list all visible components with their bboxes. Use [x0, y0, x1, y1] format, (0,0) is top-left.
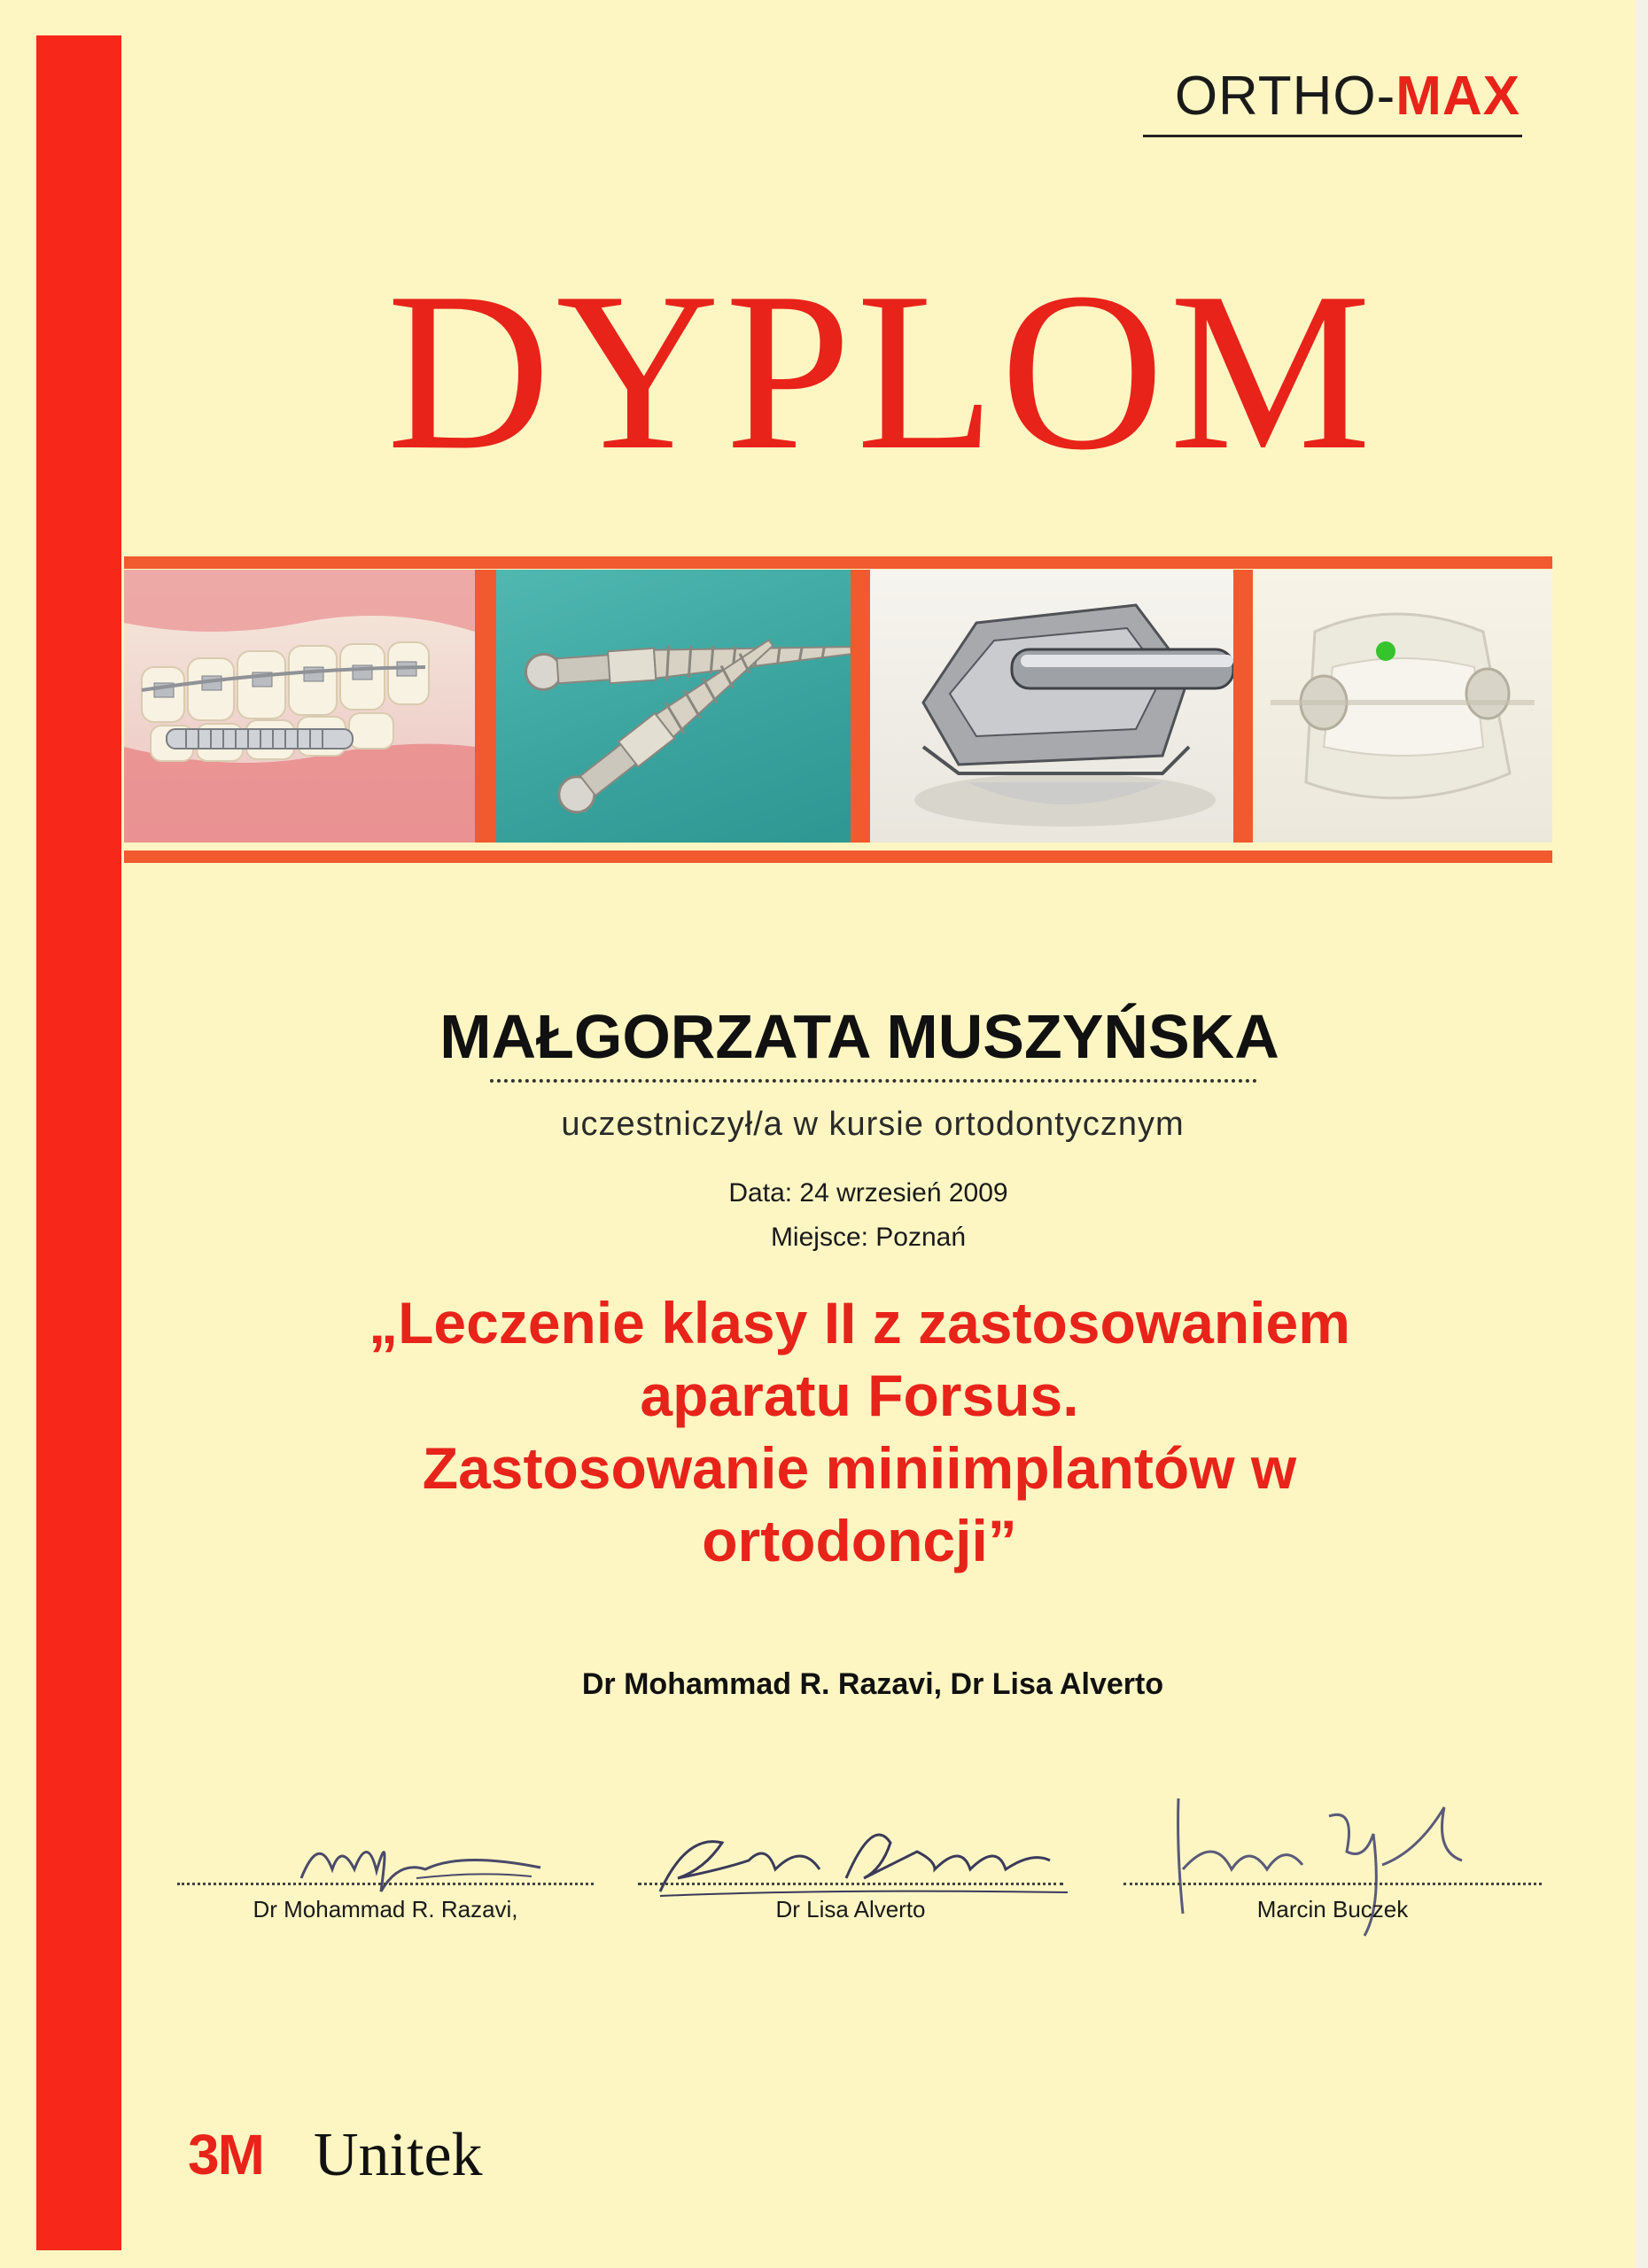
photo-strip-bottom-border	[124, 850, 1552, 863]
diploma-title: DYPLOM	[386, 246, 1377, 497]
self-ligating-bracket-photo	[870, 570, 1233, 843]
braces-with-forsus-spring-photo	[124, 570, 475, 843]
photo-divider	[475, 570, 496, 843]
unitek-logo-text: Unitek	[314, 2121, 483, 2189]
signature-alverto	[651, 1807, 1077, 1905]
photo-strip-top-border	[124, 556, 1552, 569]
signature-dotted-line	[638, 1883, 1063, 1885]
course-place: Miejsce: Poznań	[770, 1223, 967, 1252]
signature-dotted-line	[177, 1883, 594, 1885]
brand-underline	[1143, 135, 1522, 137]
signature-razavi	[284, 1807, 549, 1905]
speakers-line: Dr Mohammad R. Razavi, Dr Lisa Alverto	[581, 1667, 1164, 1701]
mini-implant-screws-photo	[496, 570, 851, 843]
recipient-dotted-line	[490, 1079, 1257, 1083]
ortho-max-logo	[1141, 66, 1520, 127]
photo-divider	[1233, 570, 1253, 843]
course-title-line: Zastosowanie miniimplantów w	[422, 1435, 1297, 1501]
ceramic-bracket-photo	[1253, 570, 1552, 843]
3m-logo: 3M	[188, 2123, 263, 2186]
signature-dotted-line	[1123, 1883, 1542, 1885]
brand-prefix: ORTHO-	[1174, 66, 1396, 127]
course-date: Data: 24 wrzesień 2009	[728, 1178, 1008, 1208]
scan-edge	[1636, 0, 1648, 2268]
signatory-name: Marcin Buczek	[1256, 1896, 1409, 1922]
recipient-name: MAŁGORZATA MUSZYŃSKA	[439, 1002, 1279, 1071]
participation-statement: uczestniczył/a w kursie ortodontycznym	[561, 1106, 1185, 1143]
signatory-name: Dr Lisa Alverto	[775, 1896, 926, 1922]
photo-divider	[851, 570, 870, 843]
red-side-bar	[36, 35, 121, 2250]
signatory-name: Dr Mohammad R. Razavi,	[253, 1896, 518, 1922]
course-title	[213, 1286, 1506, 1577]
course-title-line: ortodoncji”	[702, 1508, 1017, 1573]
brand-suffix: MAX	[1395, 66, 1520, 127]
course-title-line: „Leczenie klasy II z zastosowaniem	[369, 1290, 1350, 1355]
course-title-line: aparatu Forsus.	[640, 1363, 1079, 1428]
